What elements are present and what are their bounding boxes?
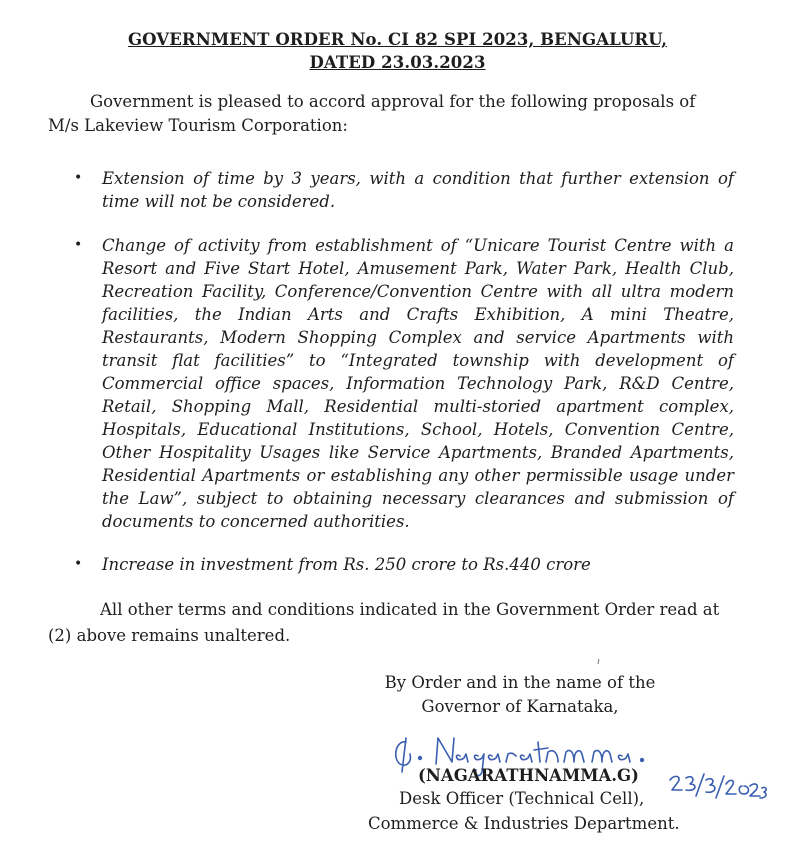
closing-line-2: (2) above remains unaltered. [48,626,291,645]
order-title: GOVERNMENT ORDER No. CI 82 SPI 2023, BENGALURU, [127,30,668,49]
list-item [74,553,734,576]
bullet-dot: • [74,237,83,253]
governor-line: Governor of Karnataka, [421,697,619,716]
bullet-dot: • [74,556,83,572]
intro-line-2: M/s Lakeview Tourism Corporation: [48,116,348,135]
intro-line-1: Government is pleased to accord approval for the following proposals of [90,92,696,111]
intro-paragraph [48,90,738,138]
closing-paragraph [48,597,738,649]
by-order-line: By Order and in the name of the [384,673,656,692]
stray-mark [597,650,600,653]
signatory-department: Commerce & Industries Department. [368,814,680,833]
proposal-text-1: Extension of time by 3 years, with a condition that further extension of time will not be considered. [102,169,734,211]
proposal-text-3: Increase in investment from Rs. 250 crore to Rs.440 crore [102,555,591,574]
signature-block [360,671,680,719]
list-item [74,167,734,213]
signatory-name: (NAGARATHNAMMA.G) [418,766,639,785]
signatory-designation: Desk Officer (Technical Cell), [399,789,645,808]
order-date: DATED 23.03.2023 [309,53,486,72]
closing-line-1: All other terms and conditions indicated in the Government Order read at [100,600,720,619]
bullet-dot: • [74,170,83,186]
proposal-text-2: Change of activity from establishment of “Unicare Tourist Centre with a Resort and Five Start Hotel, Amusement Park, Water Park, Health Club, Recreation Facility, Conference/Convention Centre with all ultra modern facilities, the Indian Arts and Crafts Exhibition, A mini Theatre, Restaurants, Modern Shopping Complex and service Apartments with transit flat facilities” to “Integrated township with development of Commercial office spaces, Information Technology Park, R&D Centre, Retail, Shopping Mall, Residential multi-storied apartment complex, Hospitals, Educational Institutions, School, Hotels, Convention Centre, Other Hospitality Usages like Service Apartments, Branded Apartments, Residential Apartments or establishing any other permissible usage under the Law”, subject to obtaining necessary clearances and submission of documents to concerned authorities. [102,236,734,531]
list-item [74,234,734,533]
